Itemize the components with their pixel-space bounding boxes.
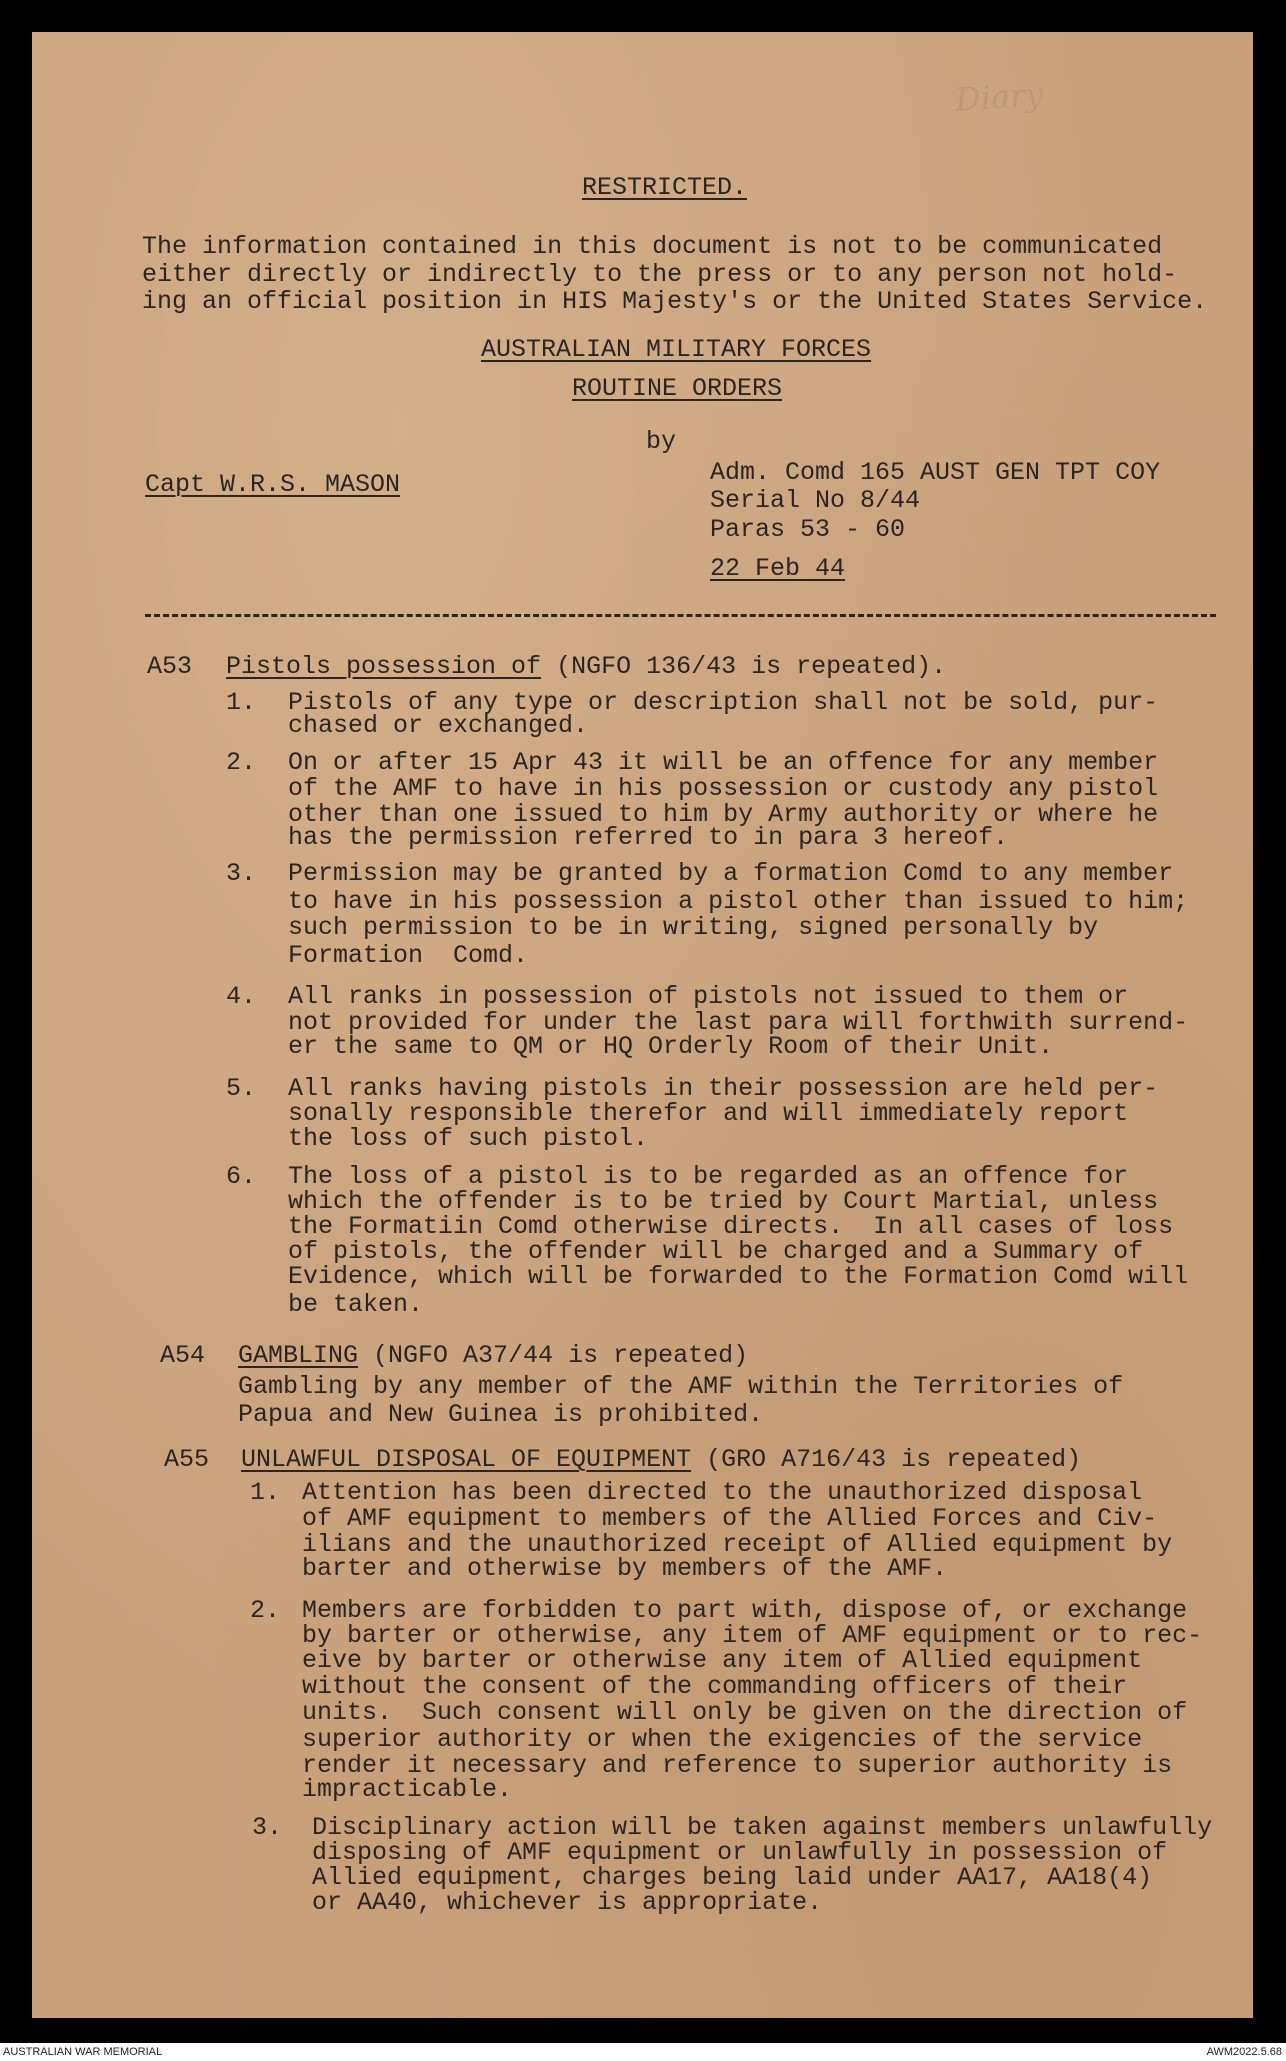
a53-title: Pistols possession of — [226, 652, 542, 681]
a55-item-1-line-2: of AMF equipment to members of the Allied Forces and Civ- — [302, 1504, 1158, 1533]
a55-item-1-num: 1. — [250, 1478, 281, 1507]
a53-item-6-line-5: Evidence, which will be forwarded to the Formation Comd will — [288, 1262, 1189, 1291]
archive-reference: AWM2022.5.68 — [1206, 2046, 1282, 2058]
archive-footer — [0, 2043, 1286, 2061]
a53-item-6-line-2: which the offender is to be tried by Court Martial, unless — [288, 1187, 1159, 1216]
notice-line-3: ing an official position in HIS Majesty's or the United States Service. — [142, 287, 1208, 316]
a53-item-1-line-1: Pistols of any type or description shall not be sold, pur- — [288, 688, 1159, 717]
paras-line: Paras 53 - 60 — [710, 515, 906, 544]
dashed-divider — [145, 614, 1216, 617]
a55-item-2-line-4: without the consent of the commanding officers of their — [302, 1672, 1128, 1701]
a53-item-6-line-3: the Formatiin Comd otherwise directs. In all cases of loss — [288, 1212, 1174, 1241]
a53-item-6-line-1: The loss of a pistol is to be regarded as an offence for — [288, 1162, 1129, 1191]
a53-item-4-num: 4. — [226, 982, 257, 1011]
by-label: by — [646, 427, 677, 456]
a53-item-5-line-1: All ranks having pistols in their possession are held per- — [288, 1074, 1159, 1103]
a53-item-6-line-6: be taken. — [288, 1290, 424, 1319]
a53-heading — [226, 654, 946, 679]
handwritten-note: Diary — [953, 74, 1045, 120]
a54-body-line-1: Gambling by any member of the AMF within the Territories of — [238, 1372, 1124, 1401]
a55-item-1-line-3: ilians and the unauthorized receipt of Allied equipment by — [302, 1530, 1173, 1559]
a55-item-3-line-3: Allied equipment, charges being laid under AA17, AA18(4) — [312, 1863, 1153, 1892]
a55-item-2-line-1: Members are forbidden to part with, dispose of, or exchange — [302, 1596, 1188, 1625]
issuer-name: Capt W.R.S. MASON — [145, 470, 401, 499]
a55-title: UNLAWFUL DISPOSAL OF EQUIPMENT — [241, 1445, 692, 1474]
a53-item-4-line-3: er the same to QM or HQ Orderly Room of their Unit. — [288, 1032, 1054, 1061]
a54-body-line-2: Papua and New Guinea is prohibited. — [238, 1400, 764, 1429]
a55-item-2-line-7: render it necessary and reference to superior authority is — [302, 1751, 1173, 1780]
a53-item-1-line-2: chased or exchanged. — [288, 711, 589, 740]
a53-item-3-num: 3. — [226, 859, 257, 888]
a53-item-2-line-2: of the AMF to have in his possession or custody any pistol — [288, 774, 1159, 803]
a54-ref: (NGFO A37/44 is repeated) — [373, 1341, 749, 1370]
archive-name: AUSTRALIAN WAR MEMORIAL — [3, 2046, 163, 2058]
a53-item-6-num: 6. — [226, 1162, 257, 1191]
a53-item-3-line-2: to have in his possession a pistol other than issued to him; — [288, 887, 1189, 916]
a53-item-2-num: 2. — [226, 748, 257, 777]
a55-item-3-num: 3. — [252, 1813, 283, 1842]
a53-item-4-line-1: All ranks in possession of pistols not issued to them or — [288, 982, 1129, 1011]
serial-line: Serial No 8/44 — [710, 486, 921, 515]
notice-line-2: either directly or indirectly to the press or to any person not hold- — [142, 260, 1178, 289]
a53-item-5-line-3: the loss of such pistol. — [288, 1124, 649, 1153]
restricted-heading: RESTRICTED. — [582, 173, 748, 202]
a53-item-5-line-2: sonally responsible therefor and will immediately report — [288, 1099, 1129, 1128]
a53-item-2-line-1: On or after 15 Apr 43 it will be an offence for any member — [288, 748, 1159, 777]
a55-code: A55 — [164, 1445, 210, 1474]
issue-date: 22 Feb 44 — [710, 554, 846, 583]
a54-code: A54 — [160, 1341, 206, 1370]
a55-item-3-line-1: Disciplinary action will be taken against members unlawfully — [312, 1813, 1213, 1842]
a55-item-2-line-3: eive by barter or otherwise any item of Allied equipment — [302, 1646, 1143, 1675]
a55-ref: (GRO A716/43 is repeated) — [706, 1445, 1082, 1474]
a53-item-2-line-4: has the permission referred to in para 3 hereof. — [288, 823, 1009, 852]
a53-ref: (NGFO 136/43 is repeated). — [556, 652, 947, 681]
a55-item-3-line-2: disposing of AMF equipment or unlawfully in possession of — [312, 1838, 1168, 1867]
a55-item-1-line-4: barter and otherwise by members of the AMF. — [302, 1554, 948, 1583]
a53-code: A53 — [147, 652, 193, 681]
a53-item-3-line-4: Formation Comd. — [288, 941, 529, 970]
unit-line: Adm. Comd 165 AUST GEN TPT COY — [710, 458, 1161, 487]
a55-item-2-line-5: units. Such consent will only be given on the direction of — [302, 1698, 1188, 1727]
a53-item-1-num: 1. — [226, 688, 257, 717]
a54-title: GAMBLING — [238, 1341, 359, 1370]
a55-item-2-line-2: by barter or otherwise, any item of AMF equipment or to rec- — [302, 1621, 1203, 1650]
a54-heading — [238, 1343, 748, 1368]
a53-item-2-line-3: other than one issued to him by Army authority or where he — [288, 800, 1159, 829]
a53-item-3-line-3: such permission to be in writing, signed personally by — [288, 913, 1099, 942]
a55-item-2-line-6: superior authority or when the exigencies of the service — [302, 1725, 1143, 1754]
document-title: ROUTINE ORDERS — [572, 374, 783, 403]
a55-item-2-num: 2. — [250, 1596, 281, 1625]
notice-line-1: The information contained in this document is not to be communicated — [142, 232, 1163, 261]
a53-item-6-line-4: of pistols, the offender will be charged and a Summary of — [288, 1237, 1144, 1266]
a53-item-3-line-1: Permission may be granted by a formation Comd to any member — [288, 859, 1174, 888]
a55-item-2-line-8: impracticable. — [302, 1775, 513, 1804]
a55-item-3-line-4: or AA40, whichever is appropriate. — [312, 1888, 823, 1917]
a53-item-4-line-2: not provided for under the last para will forthwith surrend- — [288, 1008, 1189, 1037]
a55-heading — [241, 1447, 1081, 1472]
org-heading: AUSTRALIAN MILITARY FORCES — [481, 335, 872, 364]
a53-item-5-num: 5. — [226, 1074, 257, 1103]
a55-item-1-line-1: Attention has been directed to the unauthorized disposal — [302, 1478, 1143, 1507]
